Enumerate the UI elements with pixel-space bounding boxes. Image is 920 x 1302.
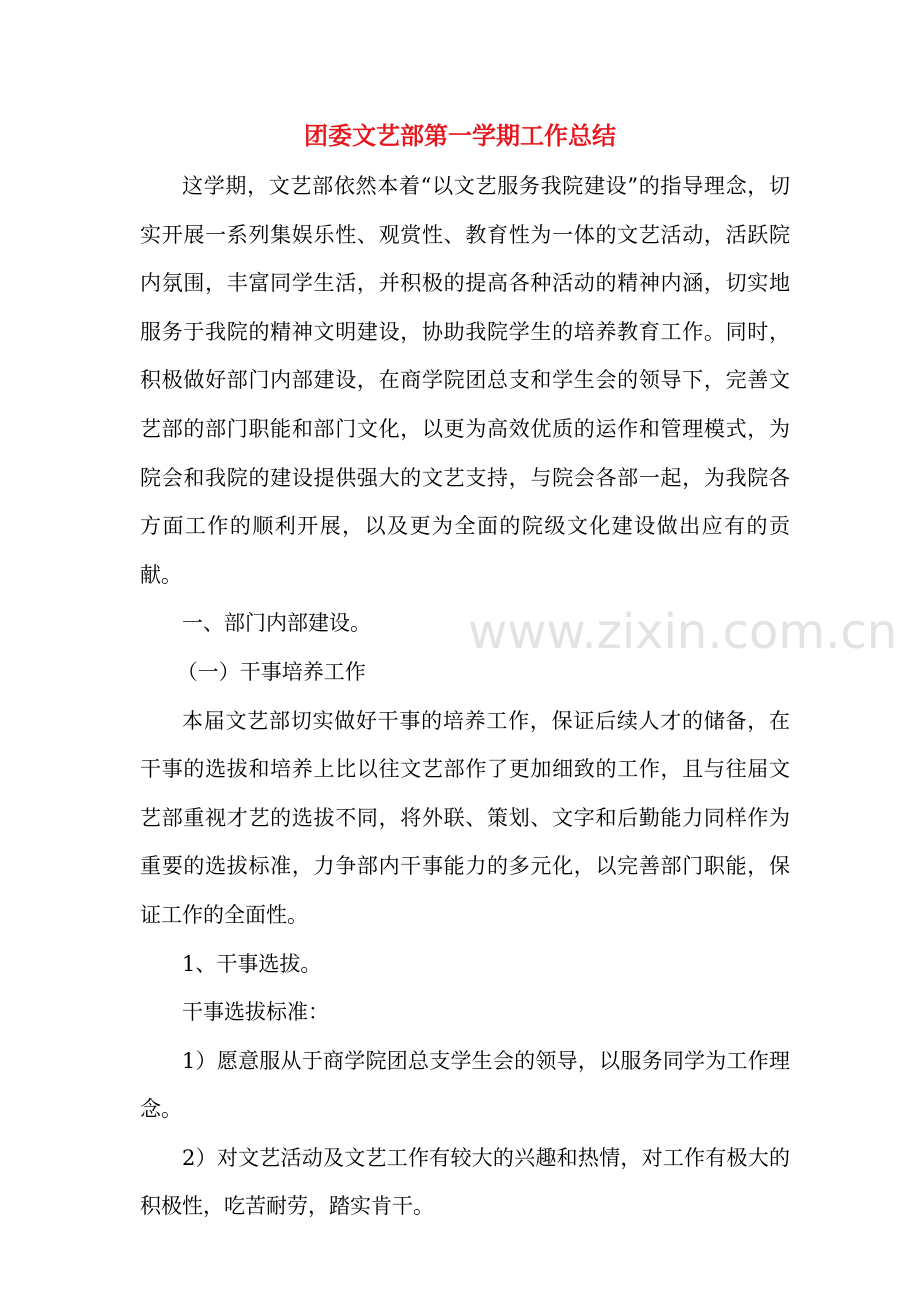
criteria-item-1: 1）愿意服从于商学院团总支学生会的领导，以服务同学为工作理念。 xyxy=(140,1048,790,1122)
watermark: www.zixin.com.cn xyxy=(468,604,898,660)
criteria-item-2: 2）对文艺活动及文艺工作有较大的兴趣和热情，对工作有极大的积极性，吃苦耐劳，踏实肯干。 xyxy=(140,1145,790,1219)
subsection-heading-1: （一）干事培养工作 xyxy=(176,659,366,684)
page-title: 团委文艺部第一学期工作总结 xyxy=(304,122,616,150)
paragraph-training: 本届文艺部切实做好干事的培养工作，保证后续人才的储备，在干事的选拔和培养上比以往文艺部作了更加细致的工作，且与往届文艺部重视才艺的选拔不同，将外联、策划、文字和后勤能力同样作为重要的选拔标准，力争部内干事能力的多元化，以完善部门职能，保证工作的全面性。 xyxy=(140,708,790,927)
section-heading-1: 一、部门内部建设。 xyxy=(182,611,371,636)
list-heading-selection: 1、干事选拔。 xyxy=(182,951,322,976)
paragraph-intro: 这学期，文艺部依然本着“以文艺服务我院建设”的指导理念，切实开展一系列集娱乐性、观赏性、教育性为一体的文艺活动，活跃院内氛围，丰富同学生活，并积极的提高各种活动的精神内涵，切实地服务于我院的精神文明建设，协助我院学生的培养教育工作。同时，积极做好部门内部建设，在商学院团总支和学生会的领导下，完善文艺部的部门职能和部门文化，以更为高效优质的运作和管理模式，为院会和我院的建设提供强大的文艺支持，与院会各部一起，为我院各方面工作的顺利开展，以及更为全面的院级文化建设做出应有的贡献。 xyxy=(140,174,790,587)
selection-criteria-label: 干事选拔标准： xyxy=(182,1000,329,1025)
document-body xyxy=(140,162,790,1231)
